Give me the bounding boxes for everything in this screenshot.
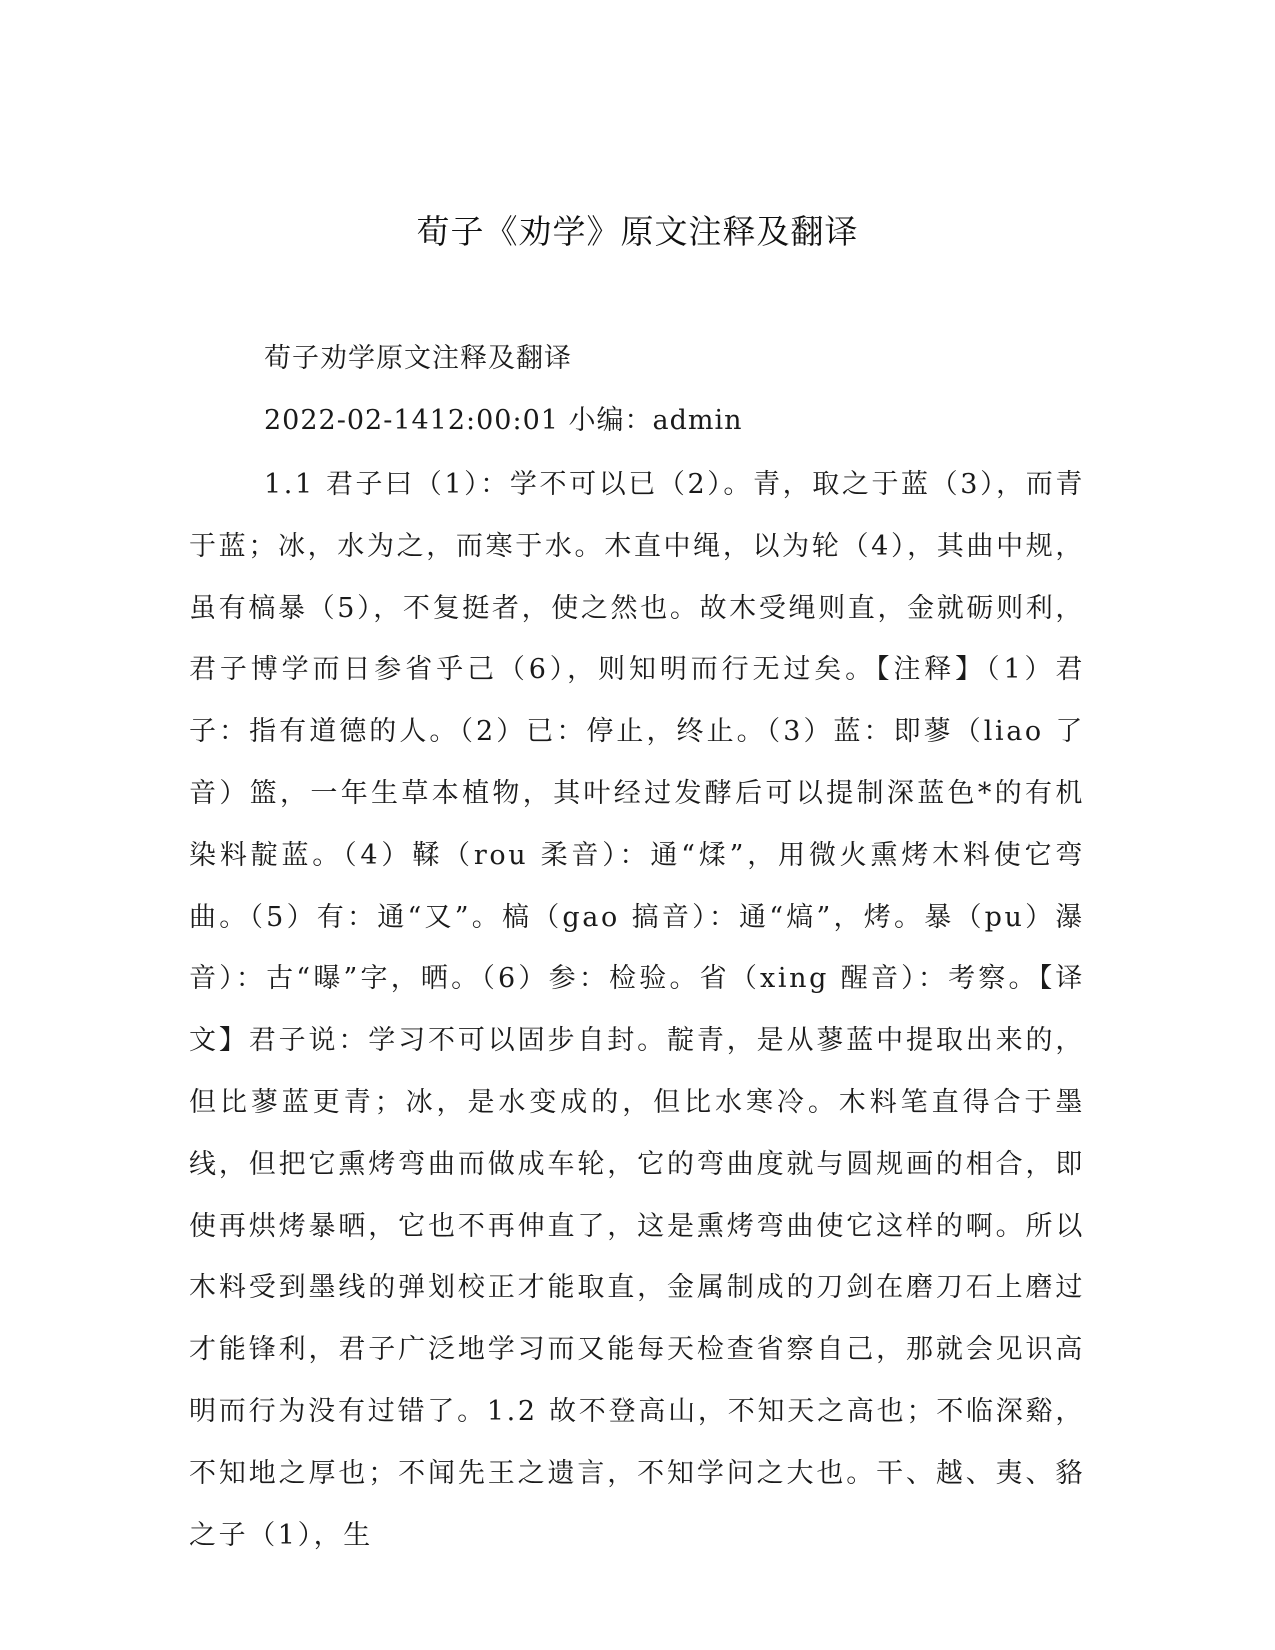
document-subtitle: 荀子劝学原文注释及翻译 (264, 343, 572, 374)
body-paragraph: 1.1 君子曰（1）：学不可以已（2）。青，取之于蓝（3），而青于蓝；冰，水为之，而寒于水。木直中绳，以为轮（4），其曲中规，虽有槁暴（5），不复挺者，使之然也。故木受绳则直，金就砺则利，君子博学而日参省乎己（6），则知明而行无过矣。【注释】（1）君子：指有道德的人。（2）已：停止，终止。（3）蓝：即蓼（liao 了音）篮，一年生草本植物，其叶经过发酵后可以提制深蓝色*的有机染料靛蓝。（4）鞣（rou 柔音）：通“煣”，用微火熏烤木料使它弯曲。（5）有：通“又”。槁（gao 搞音）：通“熇”，烤。暴（pu）瀑音）：古“曝”字，晒。（6）参：检验。省（xing 醒音）：考察。【译文】君子说：学习不可以固步自封。靛青，是从蓼蓝中提取出来的，但比蓼蓝更青；冰，是水变成的，但比水寒冷。木料笔直得合于墨线，但把它熏烤弯曲而做成车轮，它的弯曲度就与圆规画的相合，即使再烘烤暴晒，它也不再伸直了，这是熏烤弯曲使它这样的啊。所以木料受到墨线的弹划校正才能取直，金属制成的刀剑在磨刀石上磨过才能锋利，君子广泛地学习而又能每天检查省察自己，那就会见识高明而行为没有过错了。1.2 故不登高山，不知天之高也；不临深谿，不知地之厚也；不闻先王之遗言，不知学问之大也。干、越、夷、貉之子（1），生 (189, 469, 1085, 1551)
date-author-line: 2022-02-1412:00:01 小编：admin (264, 405, 743, 436)
document-title: 荀子《劝学》原文注释及翻译 (416, 212, 859, 251)
